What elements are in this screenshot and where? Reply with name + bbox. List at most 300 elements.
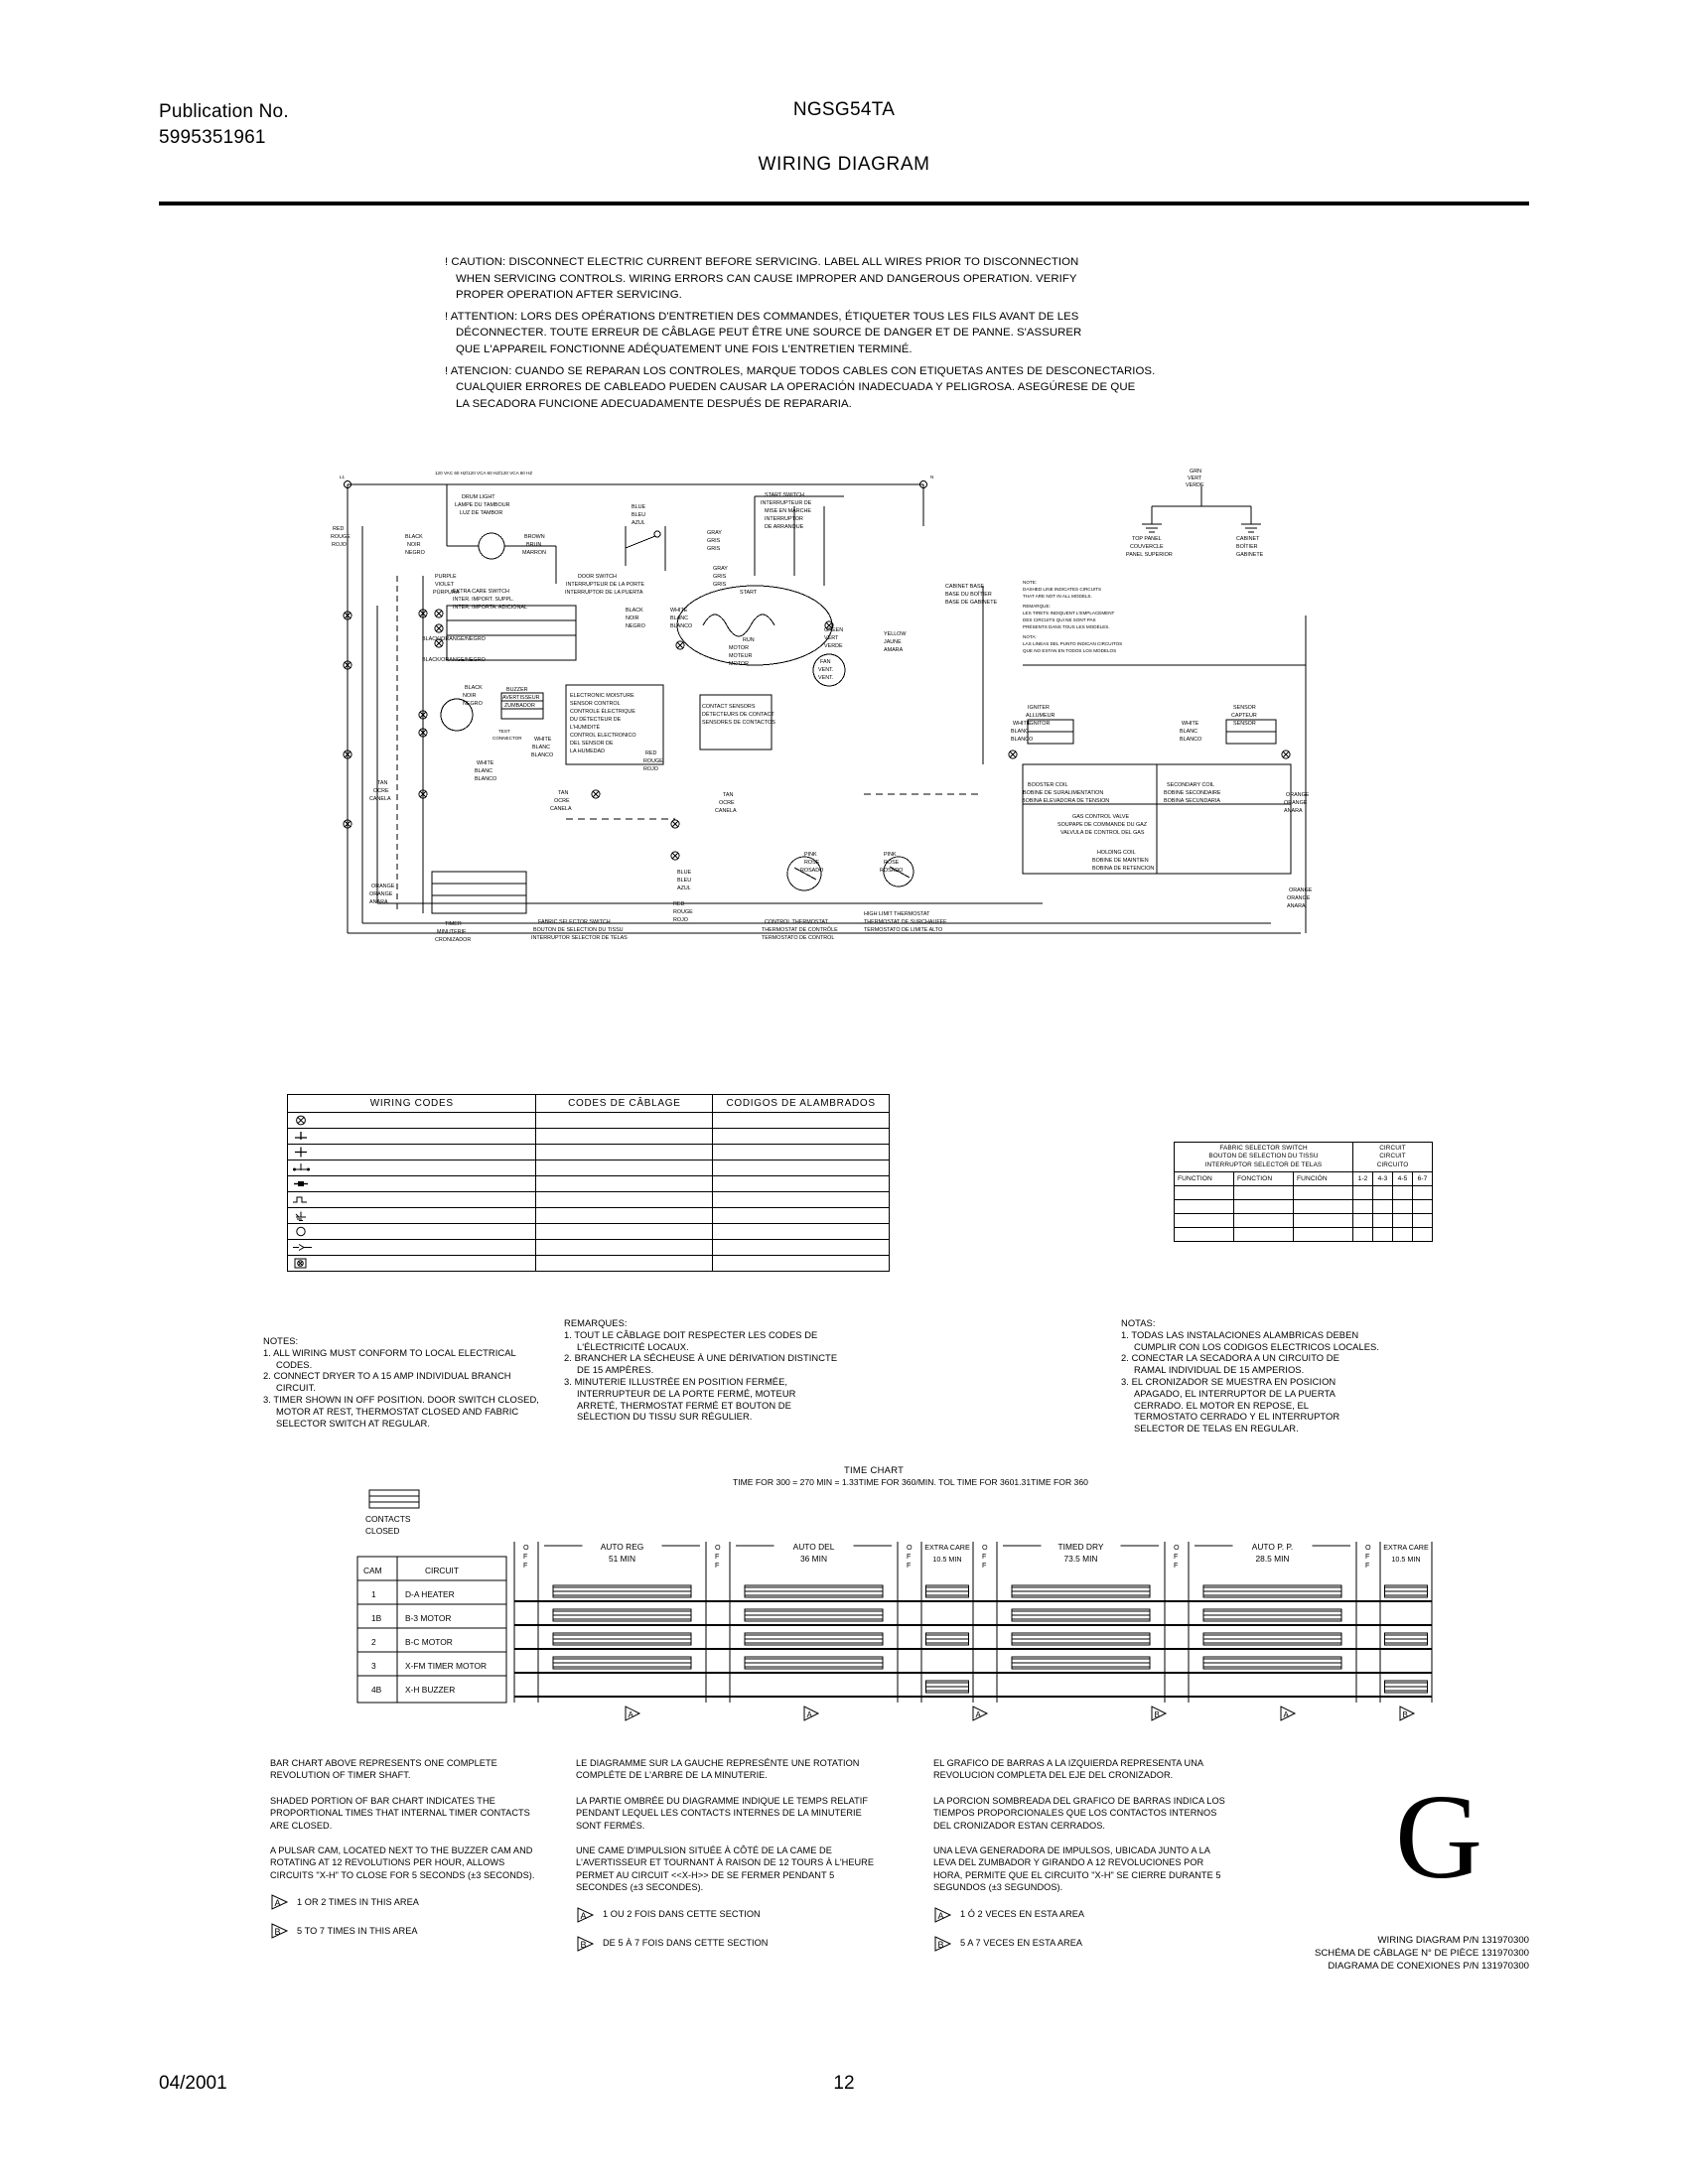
splice-icon: [288, 1176, 324, 1192]
label-igniter-2: IGNITOR: [1028, 721, 1051, 727]
fabric-selector-title-row: [1175, 1143, 1433, 1172]
wire-pink2-1: ROSE: [884, 860, 900, 866]
wiring-code-label-fr: [536, 1113, 713, 1129]
notes-es-2b: RAMAL INDIVIDUAL DE 15 AMPERIOS.: [1134, 1364, 1305, 1376]
fs-row-en: [1175, 1228, 1234, 1242]
wiring-code-label-fr: [536, 1256, 713, 1272]
wire-red-0: RED: [333, 526, 345, 532]
fs-row-es: [1294, 1214, 1353, 1228]
wire-black-0: BLACK: [405, 534, 423, 540]
circuit-title-en: CIRCUIT: [1379, 1145, 1406, 1152]
schematic-note-5: DES CIRCUITS QUI NE SONT PAS: [1023, 617, 1096, 622]
notes-en-1-text: ALL WIRING MUST CONFORM TO LOCAL ELECTRICAL CODES.: [273, 1346, 516, 1370]
wire-orange-1: ORANGE: [369, 891, 393, 897]
time-chart-segment-time: 51 MIN: [609, 1554, 635, 1564]
wire-white3-2: BLANCO: [475, 776, 497, 782]
fs-mark: [1373, 1186, 1393, 1200]
label-grn-0: GRN: [1190, 469, 1201, 475]
label-door-switch-2: INTERRUPTOR DE LA PUERTA: [565, 590, 643, 596]
wiring-code-label-es: [713, 1256, 890, 1272]
label-fabsel-2: INTERRUPTOR SELECTOR DE TELAS: [531, 935, 628, 941]
label-ctrlthermo-1: THERMOSTAT DE CONTRÔLE: [762, 927, 838, 933]
label-moisture-5: CONTROL ELECTRONICO: [570, 733, 636, 739]
caution-es: [445, 363, 1219, 413]
time-chart-off-label: F: [982, 1552, 987, 1561]
time-chart-segment-time: 28.5 MIN: [1255, 1554, 1290, 1564]
caution-es-line-1: ! ATENCION: CUANDO SE REPARAN LOS CONTROLES, MARQUE TODOS CABLES CON ETIQUETAS ANTES DE DESCONECTARIOS.: [445, 364, 1156, 377]
fs-col-es: FUNCIÓN: [1294, 1172, 1353, 1186]
label-gasvalve-0: GAS CONTROL VALVE: [1072, 814, 1130, 820]
header-divider: [159, 202, 1529, 205]
label-start-winding: START: [740, 590, 758, 596]
time-chart-title: TIME CHART: [844, 1464, 905, 1475]
time-chart-area-marker-tag: A: [806, 1710, 812, 1719]
label-motor-0: MOTOR: [729, 645, 749, 651]
fs-row-fr: [1234, 1228, 1294, 1242]
triangle-marker-b-icon: [933, 1936, 953, 1952]
label-secondary-1: BOBINE SECONDAIRE: [1164, 790, 1221, 796]
wire-yellow-0: YELLOW: [884, 631, 907, 637]
wire-blue-1: BLEU: [632, 512, 646, 518]
wiring-code-label-en: [323, 1192, 536, 1208]
schematic-note-6: PRÉSENTS DANS TOUS LES MODÈLES.: [1023, 624, 1110, 629]
label-fan-2: VENT.: [818, 675, 834, 681]
triangle-marker-b-icon: [576, 1936, 596, 1952]
label-extra-care-1: INTER. IMPORT. SUPPL.: [453, 597, 514, 603]
triangle-marker-a-icon: [576, 1907, 596, 1923]
time-chart-segment-time: 36 MIN: [800, 1554, 827, 1564]
wiring-code-label-en: [323, 1224, 536, 1240]
model-number: NGSG54TA: [792, 99, 896, 120]
wiring-code-label-en: [323, 1176, 536, 1192]
triangle-marker-a-icon: [933, 1907, 953, 1923]
fs-row-fr: [1234, 1214, 1294, 1228]
wire-purple-1: VIOLET: [435, 582, 455, 588]
notes-fr-3b: INTERRUPTEUR DE LA PORTE FERMÉ, MOTEUR: [577, 1387, 796, 1399]
wire-white3-1: BLANC: [475, 768, 492, 774]
label-timer-0: TIMER: [445, 921, 462, 927]
wire-pink-0: PINK: [804, 852, 817, 858]
time-chart-circuit: X-H BUZZER: [405, 1685, 456, 1695]
label-booster-2: BOBINA ELEVADORA DE TENSION: [1022, 798, 1110, 804]
time-chart-col-cam: CAM: [363, 1566, 382, 1575]
time-chart-cam: 1B: [371, 1613, 382, 1623]
label-cabbase-0: CABINET BASE: [945, 584, 985, 590]
footer-es-marker-b-text: 5 A 7 VECES EN ESTA AREA: [960, 1938, 1083, 1949]
time-chart-subtitle: TIME FOR 300 = 270 MIN = 1.33TIME FOR 360/MIN. TOL TIME FOR 3601.31TIME FOR 360: [733, 1477, 1088, 1487]
label-contact-1: DÉTECTEURS DE CONTACT: [702, 712, 774, 718]
fs-circ-0: 1-2: [1353, 1172, 1373, 1186]
time-chart-segment-label: AUTO P. P.: [1251, 1542, 1294, 1552]
schematic-terminal-n: N: [930, 475, 934, 479]
label-extra-care-0: EXTRA CARE SWITCH: [453, 589, 509, 595]
wire-brown-2: MARRON: [522, 550, 546, 556]
wire-tan3-0: TAN: [723, 792, 734, 798]
fs-mark: [1353, 1228, 1373, 1242]
fs-row-fr: [1234, 1200, 1294, 1214]
time-chart-off-label: F: [907, 1552, 912, 1561]
schematic-note-2: THAT ARE NOT IN ALL MODELS.: [1023, 594, 1092, 599]
wire-pink-2: ROSADO: [800, 868, 824, 874]
wiring-code-row: [288, 1129, 890, 1145]
time-chart-area-marker-tag: B: [1154, 1710, 1160, 1719]
wire-black2-0: BLACK: [626, 608, 643, 614]
label-fan-0: FAN: [820, 659, 831, 665]
notes-es-2-num: 2.: [1121, 1352, 1129, 1364]
wire-brown-1: BRUN: [526, 542, 542, 548]
fs-mark: [1393, 1214, 1413, 1228]
notes-es-3-text: EL CRONIZADOR SE MUESTRA EN POSICION: [1131, 1375, 1336, 1387]
label-drum-light-1: LAMPE DU TAMBOUR: [455, 502, 510, 508]
caution-fr-line-3: QUE L'APPAREIL FONCTIONNE ADÉQUATEMENT UNE FOIS L'ENTRETIEN TERMINÉ.: [456, 342, 913, 355]
wiring-code-row: [288, 1145, 890, 1160]
caution-block: [445, 254, 1219, 417]
wiring-schematic: [328, 467, 1380, 1032]
contacts-closed-line1: CONTACTS: [365, 1514, 411, 1524]
label-motor-2: MOTOR: [729, 661, 749, 667]
label-grn-2: VERDE: [1186, 482, 1204, 488]
time-chart-segment-label: EXTRA CARE: [924, 1543, 970, 1552]
marker-b-tag: B: [274, 1927, 281, 1938]
label-drum-light-0: DRUM LIGHT: [462, 494, 495, 500]
time-chart-off-label: F: [982, 1561, 987, 1570]
label-start-switch-4: DE ARRANQUE: [765, 524, 804, 530]
time-chart-cam: 2: [371, 1637, 376, 1647]
wiring-code-label-en: [323, 1208, 536, 1224]
fs-mark: [1373, 1228, 1393, 1242]
time-chart-segment-time: 73.5 MIN: [1063, 1554, 1098, 1564]
caution-fr: [445, 309, 1219, 358]
time-chart-area-marker-tag: A: [628, 1710, 633, 1719]
fs-row-fr: [1234, 1186, 1294, 1200]
schematic-note-9: QUE NO ESTAN EN TODOS LOS MODELOS: [1023, 648, 1117, 653]
label-motor-1: MOTEUR: [729, 653, 753, 659]
fs-mark: [1373, 1200, 1393, 1214]
wire-white5-0: WHITE: [1182, 721, 1199, 727]
wiring-code-label-en: [323, 1113, 536, 1129]
wiring-code-label-es: [713, 1176, 890, 1192]
time-chart-area-marker-tag: B: [1402, 1710, 1408, 1719]
wiring-code-label-es: [713, 1160, 890, 1176]
wiring-code-label-es: [713, 1192, 890, 1208]
wire-blue2-2: AZUL: [677, 886, 691, 891]
caution-es-line-3: LA SECADORA FUNCIONE ADECUADAMENTE DESPUÉS DE REPARARIA.: [456, 397, 852, 410]
footer-en-para-1: BAR CHART ABOVE REPRESENTS ONE COMPLETE REVOLUTION OF TIMER SHAFT.: [270, 1758, 497, 1781]
schematic-note-3: REMARQUE:: [1023, 604, 1051, 609]
part-number-en: WIRING DIAGRAM P/N 131970300: [1377, 1935, 1529, 1946]
wire-orange3-2: ANARA: [1287, 903, 1306, 909]
footer-fr-para-3: UNE CAME D'IMPULSION SITUÉE À CÔTÉ DE LA CAME DE L'AVERTISSEUR ET TOURNANT À RAISON DE 12 TOURS À L'HEURE PERMET AU CIRCUIT <<X-H>> DE SE FERMER PENDANT 5 SECONDES (±3 SECONDES).: [576, 1845, 875, 1893]
time-chart-segment-label: AUTO REG: [600, 1542, 644, 1552]
label-fabsel-1: BOUTON DE SELECTION DU TISSU: [533, 927, 624, 933]
wiring-code-label-fr: [536, 1145, 713, 1160]
time-chart-off-label: O: [982, 1543, 988, 1552]
caution-fr-line-2: DÉCONNECTER. TOUTE ERREUR DE CÂBLAGE PEUT ÊTRE UNE SOURCE DE DANGER ET DE PANNE. S'ASSURER: [456, 327, 1082, 340]
label-ctrlthermo-2: TERMOSTATO DE CONTROL: [762, 935, 835, 941]
wire-tan2-0: TAN: [558, 790, 569, 796]
wire-brown-0: BROWN: [524, 534, 545, 540]
wire-white2-0: WHITE: [534, 737, 552, 743]
wire-pink-1: ROSE: [804, 860, 820, 866]
wiring-code-label-es: [713, 1240, 890, 1256]
label-timer-1: MINUTERIE: [437, 929, 467, 935]
motor-switch-icon: [288, 1160, 324, 1176]
wire-tan-0: TAN: [377, 780, 388, 786]
notes-es-3c: CERRADO. EL MOTOR EN REPOSE, EL: [1134, 1399, 1310, 1411]
wire-black-2: NEGRO: [405, 550, 425, 556]
label-door-switch-0: DOOR SWITCH: [578, 574, 617, 580]
time-chart-area-marker-tag: A: [975, 1710, 981, 1719]
time-chart-off-label: F: [715, 1552, 720, 1561]
fs-col-en: FUNCTION: [1175, 1172, 1234, 1186]
wire-black3-1: NOIR: [463, 693, 477, 699]
wire-white-1: BLANC: [670, 615, 688, 621]
wiring-code-label-fr: [536, 1224, 713, 1240]
label-moisture-4: L'HUMIDITÉ: [570, 725, 601, 731]
notes-fr-2-text: BRANCHER LA SÉCHEUSE À UNE DÉRIVATION DISTINCTE: [574, 1352, 838, 1364]
label-fabsel-0: FABRIC SELECTOR SWITCH: [538, 919, 611, 925]
label-gasvalve-2: VALVULA DE CONTROL DEL GAS: [1060, 830, 1145, 836]
notes-fr-2b: DE 15 AMPÈRES.: [577, 1364, 654, 1376]
notes-fr-2: [564, 1352, 902, 1364]
fabric-selector-row: [1175, 1228, 1433, 1242]
fs-row-es: [1294, 1228, 1353, 1242]
wiring-code-label-en: [323, 1240, 536, 1256]
contacts-closed-line2: CLOSED: [365, 1526, 400, 1536]
wire-orange2-1: ORANGE: [1284, 800, 1308, 806]
wiring-code-label-es: [713, 1129, 890, 1145]
fs-row-en: [1175, 1214, 1234, 1228]
schematic-terminal-l1: L1: [340, 475, 346, 479]
fabric-selector-title-en: FABRIC SELECTOR SWITCH: [1219, 1145, 1308, 1152]
notes-es-3d: TERMOSTATO CERRADO Y EL INTERRUPTOR: [1134, 1411, 1340, 1423]
label-moisture-7: LA HUMEDAD: [570, 749, 606, 754]
part-number-fr: SCHÉMA DE CÂBLAGE N° DE PIÈCE 131970300: [1314, 1948, 1529, 1959]
part-number-es: DIAGRAMA DE CONEXIONES P/N 131970300: [1328, 1961, 1529, 1972]
no-connection-icon: [288, 1145, 324, 1160]
fs-row-en: [1175, 1186, 1234, 1200]
label-booster-1: BOBINE DE SURALIMENTATION: [1023, 790, 1104, 796]
wire-white-0: WHITE: [670, 608, 688, 614]
wire-red3-1: ROUGE: [643, 758, 663, 764]
label-ctrlthermo-0: CONTROL THERMOSTAT: [765, 919, 828, 925]
notes-en-2-num: 2.: [263, 1370, 271, 1382]
caution-en-line-2: WHEN SERVICING CONTROLS. WIRING ERRORS CAN CAUSE IMPROPER AND DANGEROUS OPERATION. VERIFY: [456, 272, 1077, 285]
time-chart-area-marker-tag: A: [1283, 1710, 1289, 1719]
label-hilimit-0: HIGH LIMIT THERMOSTAT: [864, 911, 930, 917]
footer-legend-english: [270, 1757, 543, 1952]
label-holdcoil-0: HOLDING COIL: [1097, 850, 1136, 856]
wiring-codes-header-en: WIRING CODES: [288, 1095, 536, 1113]
wire-white5-1: BLANC: [1180, 729, 1197, 735]
fs-col-fr: FONCTION: [1234, 1172, 1294, 1186]
notes-fr-3-num: 3.: [564, 1375, 572, 1387]
time-chart-off-label: F: [523, 1552, 528, 1561]
fs-mark: [1393, 1228, 1413, 1242]
fabric-selector-row: [1175, 1186, 1433, 1200]
time-chart-off-label: F: [1365, 1561, 1370, 1570]
fs-row-es: [1294, 1200, 1353, 1214]
wire-black3-2: NEGRO: [463, 701, 483, 707]
label-testconn-1: CONNECTOR: [492, 736, 522, 741]
schematic-note-0: NOTE:: [1023, 580, 1038, 585]
circuit-title-fr: CIRCUIT: [1379, 1153, 1406, 1160]
notes-es-2: [1121, 1352, 1449, 1364]
time-chart-off-label: O: [523, 1543, 529, 1552]
notes-fr-1b: L'ÉLECTRICITÉ LOCAUX.: [577, 1340, 689, 1352]
label-door-switch-1: INTERRUPTEUR DE LA PORTE: [566, 582, 644, 588]
caution-en: [445, 254, 1219, 304]
circuit-title-es: CIRCUITO: [1376, 1160, 1409, 1168]
wiring-code-row: [288, 1240, 890, 1256]
notes-fr-3d: SÉLECTION DU TISSU SUR RÉGULIER.: [577, 1411, 753, 1423]
notes-es-1-text: TODAS LAS INSTALACIONES ALAMBRICAS DEBEN: [1131, 1328, 1359, 1340]
notes-en-3c: SELECTOR SWITCH AT REGULAR.: [276, 1417, 431, 1429]
marker-a-tag-es: A: [937, 1910, 944, 1921]
wiring-code-label-es: [713, 1224, 890, 1240]
label-toppanel-1: COUVERCLE: [1130, 544, 1164, 550]
label-moisture-2: CONTROLE ÉLECTRIQUE: [570, 709, 635, 715]
time-chart-cam: 1: [371, 1589, 376, 1599]
wire-blue2-1: BLEU: [677, 878, 692, 884]
wire-orange3-1: ORANGE: [1287, 895, 1311, 901]
fs-mark: [1353, 1186, 1373, 1200]
wire-yellow-1: JAUNE: [884, 639, 902, 645]
schematic-note-4: LES TIRETS INDIQUENT L'EMPLACEMENT: [1023, 611, 1115, 615]
label-hilimit-1: THERMOSTAT DE SURCHAUFFE: [864, 919, 947, 925]
label-toppanel-0: TOP PANEL: [1132, 536, 1162, 542]
notes-en-2-text: CONNECT DRYER TO A 15 AMP INDIVIDUAL BRANCH CIRCUIT.: [273, 1370, 511, 1394]
notes-es-1-num: 1.: [1121, 1328, 1129, 1340]
wire-white2-1: BLANC: [532, 745, 550, 751]
screw-terminal-icon: [288, 1224, 324, 1240]
wire-white4-0: WHITE: [1013, 721, 1031, 727]
wiring-code-row: [288, 1256, 890, 1272]
wire-blue-2: AZUL: [632, 520, 645, 526]
wire-black2-1: NOIR: [626, 615, 639, 621]
wire-white2-2: BLANCO: [531, 752, 554, 758]
wire-orange-2: ANARA: [369, 899, 388, 905]
footer-fr-marker-b: [576, 1936, 884, 1952]
label-secondary-0: SECONDARY COIL: [1167, 782, 1215, 788]
wire-black-1: NOIR: [407, 542, 421, 548]
notes-en-3b: MOTOR AT REST, THERMOSTAT CLOSED AND FABRIC: [276, 1405, 519, 1417]
fs-row-en: [1175, 1200, 1234, 1214]
publication-number: 5995351961: [159, 127, 266, 148]
fabric-selector-title-es: INTERRUPTOR SELECTOR DE TELAS: [1204, 1160, 1323, 1168]
footer-en-para-2: SHADED PORTION OF BAR CHART INDICATES THE PROPORTIONAL TIMES THAT INTERNAL TIMER CONTACTS ARE CLOSED.: [270, 1795, 530, 1831]
footer-en-para-3: A PULSAR CAM, LOCATED NEXT TO THE BUZZER CAM AND ROTATING AT 12 REVOLUTIONS PER HOUR, ALLOWS CIRCUITS "X-H" TO CLOSE FOR 5 SECONDS (±3 SECONDS).: [270, 1845, 535, 1880]
wire-black2-2: NEGRO: [626, 623, 645, 629]
notes-es-2-text: CONECTAR LA SECADORA A UN CIRCUITO DE: [1131, 1352, 1339, 1364]
notes-en-1: [263, 1347, 541, 1371]
label-buzzer-1: AVERTISSEUR: [502, 695, 540, 701]
notes-fr-1-text: TOUT LE CÂBLAGE DOIT RESPECTER LES CODES DE: [574, 1328, 818, 1340]
notes-en-3-text: TIMER SHOWN IN OFF POSITION. DOOR SWITCH CLOSED,: [273, 1393, 539, 1405]
footer-fr-marker-a-text: 1 OU 2 FOIS DANS CETTE SECTION: [603, 1909, 761, 1920]
time-chart-off-label: F: [1174, 1561, 1179, 1570]
wire-gray2-1: GRIS: [713, 574, 727, 580]
label-holdcoil-2: BOBINA DE RETENCION: [1092, 866, 1155, 872]
wiring-code-row: [288, 1224, 890, 1240]
harness-connector-icon: [288, 1240, 324, 1256]
time-chart: [328, 1464, 1440, 1727]
label-testconn-0: TEST: [498, 729, 510, 734]
wiring-code-label-fr: [536, 1208, 713, 1224]
label-moisture-3: DU DÉTECTEUR DE: [570, 717, 622, 723]
wire-purple-2: PÚRPURA: [433, 590, 460, 596]
chassis-ground-icon: [288, 1208, 324, 1224]
wiring-code-label-en: [323, 1160, 536, 1176]
quick-disconnect-terminal-icon: [288, 1113, 324, 1129]
wire-red-2: ROJO: [332, 542, 347, 548]
label-moisture-6: DEL SENSOR DE: [570, 741, 614, 747]
wire-blkorng2: BLACK/ORANGE/NEGRO: [422, 657, 486, 663]
fabric-selector-row: [1175, 1214, 1433, 1228]
wire-white3-0: WHITE: [477, 760, 494, 766]
wire-red-1: ROUGE: [331, 534, 351, 540]
label-cabbase-1: BASE DU BOÎTIER: [945, 592, 992, 598]
fabric-selector-row: [1175, 1200, 1433, 1214]
wire-yellow-2: AMARA: [884, 647, 904, 653]
footer-en-marker-b: [270, 1923, 543, 1939]
wiring-code-row: [288, 1192, 890, 1208]
label-moisture-1: SENSOR CONTROL: [570, 701, 621, 707]
wire-blue-0: BLUE: [632, 504, 646, 510]
time-chart-off-label: F: [1174, 1552, 1179, 1561]
footer-en-marker-a: [270, 1894, 543, 1910]
notes-en-title: NOTES:: [263, 1335, 299, 1346]
wire-green-2: VERDE: [824, 643, 843, 649]
notes-es-1b: CUMPLIR CON LOS CODIGOS ELECTRICOS LOCALES.: [1134, 1340, 1379, 1352]
fabric-selector-title-fr: BOUTON DE SELECTION DU TISSU: [1208, 1153, 1319, 1160]
wire-tan3-2: CANELA: [715, 808, 737, 814]
wire-tan2-2: CANELA: [550, 806, 572, 812]
wire-red2-2: ROJO: [673, 917, 688, 923]
notes-en-3-num: 3.: [263, 1393, 271, 1405]
fs-circ-1: 4-3: [1373, 1172, 1393, 1186]
footer-es-marker-a-text: 1 Ó 2 VECES EN ESTA AREA: [960, 1909, 1085, 1920]
wire-red2-1: ROUGE: [673, 909, 693, 915]
time-chart-circuit: D-A HEATER: [405, 1589, 455, 1599]
label-fan-1: VENT.: [818, 667, 834, 673]
notes-fr-3: [564, 1376, 902, 1388]
fabric-selector-circuit-titles: [1353, 1143, 1433, 1172]
insulated-terminal-icon: [288, 1256, 324, 1272]
wiring-code-row: [288, 1160, 890, 1176]
fs-mark: [1393, 1186, 1413, 1200]
label-cabinet-2: GABINETE: [1236, 552, 1264, 558]
time-chart-segment-label: AUTO DEL: [792, 1542, 835, 1552]
wiring-code-row: [288, 1113, 890, 1129]
label-contact-0: CONTACT SENSORS: [702, 704, 756, 710]
triangle-marker-b-icon: [270, 1923, 290, 1939]
label-gasvalve-1: SOUPAPE DE COMMANDE DU GAZ: [1057, 822, 1148, 828]
notes-es-3e: SELECTOR DE TELAS EN REGULAR.: [1134, 1423, 1299, 1434]
wire-blue2-0: BLUE: [677, 870, 692, 876]
wiring-code-label-fr: [536, 1240, 713, 1256]
time-chart-off-label: F: [1365, 1552, 1370, 1561]
wire-gray-0: GRAY: [707, 530, 722, 536]
footer-legend-french: [576, 1757, 884, 1965]
label-timer-2: CRONIZADOR: [435, 937, 472, 943]
footer-fr-para-1: LE DIAGRAMME SUR LA GAUCHE REPRESÉNTE UNE ROTATION COMPLÉTE DE L'ARBRE DE LA MINUTERIE.: [576, 1758, 860, 1781]
time-chart-segment-time: 10.5 MIN: [1391, 1555, 1421, 1564]
connection-icon: [288, 1129, 324, 1145]
wire-red2-0: RED: [673, 901, 685, 907]
wiring-code-label-es: [713, 1145, 890, 1160]
time-chart-circuit: B-C MOTOR: [405, 1637, 453, 1647]
